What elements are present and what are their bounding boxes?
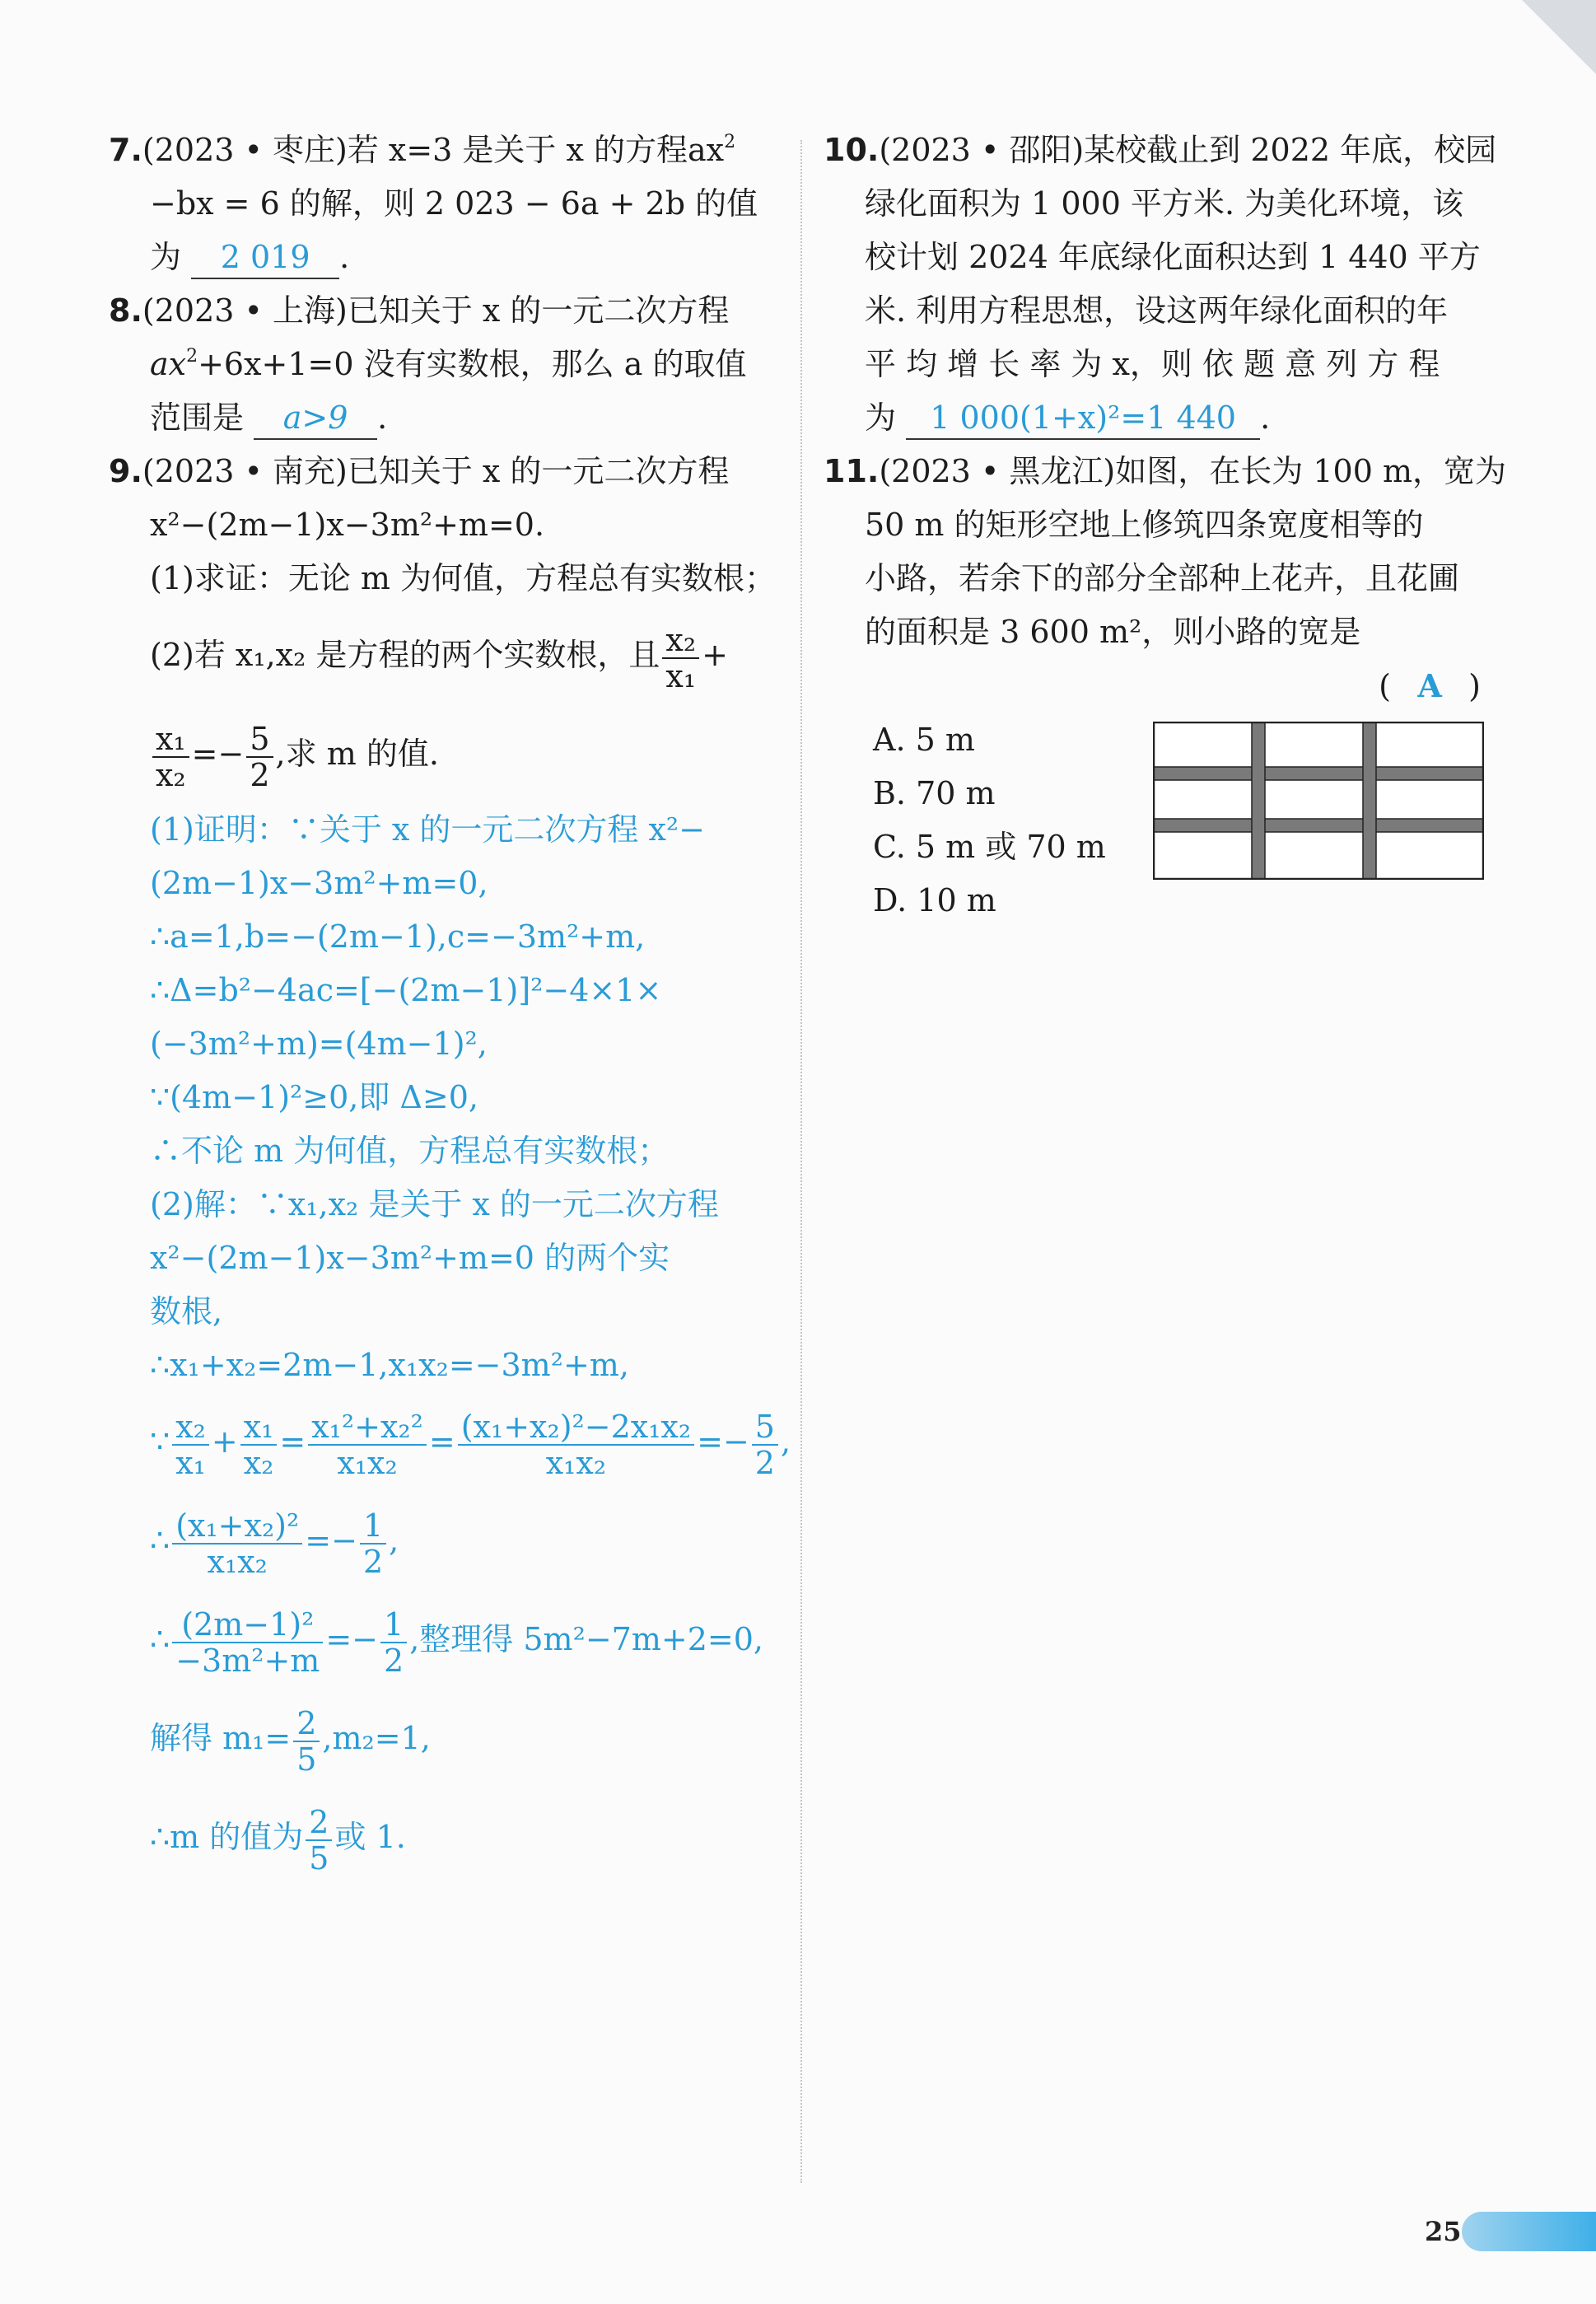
solution-line: ∴a=1,b=−(2m−1),c=−3m²+m, — [150, 918, 646, 955]
q11-answer: A — [1417, 667, 1442, 704]
horizontal-path-1 — [1154, 767, 1483, 780]
solution-line: ∴x₁+x₂=2m−1,x₁x₂=−3m²+m, — [150, 1347, 629, 1383]
solution-fraction — [172, 1508, 302, 1579]
q10-number: 10. — [824, 132, 880, 168]
q9-fraction-x2-x1 — [662, 623, 699, 694]
fraction-numerator: 5 — [752, 1409, 778, 1446]
solution-fraction — [172, 1607, 323, 1678]
question-7 — [109, 124, 776, 284]
q8-period: . — [377, 400, 388, 436]
q9-line-1 — [109, 445, 776, 498]
q8-superscript: 2 — [186, 346, 198, 367]
paren-close: ) — [1468, 668, 1481, 704]
solution-line: (−3m²+m)=(4m−1)², — [150, 1026, 488, 1062]
fraction-numerator: x₁ — [240, 1409, 278, 1446]
fraction-numerator: (x₁+x₂)² — [172, 1508, 302, 1545]
solution-fraction — [458, 1409, 694, 1480]
page-corner-fold — [1522, 0, 1596, 74]
fraction-denominator: x₁ — [175, 1444, 206, 1481]
q11-line-4: 的面积是 3 600 m²，则小路的宽是 — [865, 614, 1361, 650]
q10-text-6: 为 — [865, 400, 897, 436]
fraction-numerator: x₂ — [172, 1409, 209, 1446]
q7-text-3: 为 — [150, 239, 182, 275]
q10-line-2: 绿化面积为 1 000 平方米. 为美化环境，该 — [865, 185, 1464, 222]
fraction-denominator: 5 — [309, 1839, 329, 1876]
q11-number: 11. — [824, 453, 880, 489]
solution-line-roots — [109, 1689, 776, 1788]
question-10 — [824, 124, 1497, 445]
comma: , — [780, 1423, 791, 1460]
vertical-path-2 — [1363, 722, 1376, 879]
fraction-numerator: 1 — [360, 1508, 386, 1545]
q9-fraction-5-2 — [246, 722, 273, 792]
fraction-denominator: 2 — [754, 1444, 775, 1481]
q8-line-1 — [109, 284, 776, 338]
question-11 — [824, 445, 1506, 928]
q7-line-3 — [109, 231, 776, 284]
solution-line: 数根, — [150, 1293, 223, 1330]
equals-minus: =− — [697, 1423, 749, 1460]
q8-number: 8. — [109, 292, 142, 329]
rectangle-paths-figure — [1153, 722, 1484, 880]
solution-line: ∴Δ=b²−4ac=[−(2m−1)]²−4×1× — [150, 972, 662, 1008]
solution-line-fractions-3 — [109, 1590, 776, 1689]
field-outline — [1154, 722, 1483, 879]
left-column — [109, 124, 791, 1886]
equals-minus: =− — [305, 1522, 357, 1559]
option-c: C. 5 m 或 70 m — [873, 829, 1106, 865]
q10-text-1: (2023 • 邵阳)某校截止到 2022 年底，校园 — [879, 132, 1497, 168]
equals-sign: = — [428, 1423, 455, 1460]
q9-part-2-cont — [109, 704, 776, 803]
fraction-denominator: x₂ — [156, 756, 186, 793]
fraction-denominator: x₁x₂ — [545, 1444, 607, 1481]
fraction-numerator: x₁²+x₂² — [308, 1409, 427, 1446]
right-column — [824, 124, 1506, 928]
q7-period: . — [339, 239, 350, 275]
paren-open: ( — [1379, 668, 1391, 704]
q9-number: 9. — [109, 453, 142, 489]
q8-text-1: (2023 • 上海)已知关于 x 的一元二次方程 — [142, 292, 730, 329]
q7-superscript: 2 — [724, 132, 736, 152]
column-divider — [800, 140, 802, 2183]
equals-minus: =− — [191, 736, 245, 772]
q7-line-2: −bx = 6 的解，则 2 023 − 6a + 2b 的值 — [150, 185, 758, 222]
fraction-numerator: x₁ — [152, 722, 189, 758]
fraction-denominator: 2 — [362, 1543, 384, 1580]
q7-answer-blank: 2 019 — [191, 236, 339, 279]
q9-text-1: (2023 • 南充)已知关于 x 的一元二次方程 — [142, 453, 730, 489]
page-number: 25 — [1425, 2216, 1462, 2247]
q9-solution — [109, 803, 791, 1886]
solution-line: (2m−1)x−3m²+m=0, — [150, 865, 488, 901]
solution-fraction — [308, 1409, 427, 1480]
solution-text: 或 1. — [334, 1819, 406, 1855]
solution-line-final — [109, 1788, 776, 1886]
fraction-denominator: x₁x₂ — [337, 1444, 398, 1481]
fraction-numerator: 2 — [293, 1706, 320, 1742]
q8-text-2b: +6x+1=0 没有实数根，那么 a 的取值 — [198, 346, 747, 382]
q11-answer-bracket — [824, 659, 1489, 713]
q10-line-6 — [824, 391, 1489, 445]
solution-fraction — [380, 1607, 407, 1678]
q10-answer-blank: 1 000(1+x)²=1 440 — [906, 397, 1260, 440]
question-9 — [109, 445, 791, 1886]
solution-line: (1)证明：∵关于 x 的一元二次方程 x²− — [150, 811, 706, 848]
plus-sign: + — [211, 1423, 238, 1460]
q11-choices — [824, 713, 1489, 928]
solution-fraction — [240, 1409, 278, 1480]
q9-part-2 — [109, 605, 776, 704]
equals-sign: = — [279, 1423, 306, 1460]
page-number-bar — [1462, 2212, 1596, 2251]
solution-fraction — [293, 1706, 320, 1777]
q11-line-1 — [824, 445, 1506, 498]
q7-line-1 — [109, 124, 776, 177]
comma: , — [389, 1522, 399, 1559]
solution-text: ,整理得 5m²−7m+2=0, — [409, 1621, 763, 1657]
solution-line-fractions-2 — [109, 1491, 776, 1590]
fraction-denominator: 2 — [250, 756, 270, 793]
q7-number: 7. — [109, 132, 142, 168]
q11-line-2: 50 m 的矩形空地上修筑四条宽度相等的 — [865, 507, 1424, 543]
fraction-denominator: x₂ — [243, 1444, 274, 1481]
solution-line: x²−(2m−1)x−3m²+m=0 的两个实 — [150, 1240, 670, 1276]
q9-equation: x²−(2m−1)x−3m²+m=0. — [150, 507, 545, 543]
fraction-numerator: 5 — [246, 722, 273, 758]
q10-line-4: 米. 利用方程思想，设这两年绿化面积的年 — [865, 292, 1449, 329]
solution-text: 解得 m₁= — [150, 1720, 292, 1756]
q9-fraction-x1-x2 — [152, 722, 189, 792]
solution-line: ∴不论 m 为何值，方程总有实数根； — [150, 1133, 670, 1169]
because-symbol: ∵ — [150, 1423, 170, 1460]
q7-text-1: (2023 • 枣庄)若 x=3 是关于 x 的方程ax — [142, 132, 725, 168]
equals-minus: =− — [325, 1621, 379, 1657]
solution-fraction — [752, 1409, 778, 1480]
solution-text: ∴m 的值为 — [150, 1819, 304, 1855]
horizontal-path-2 — [1154, 819, 1483, 832]
solution-line: (2)解：∵x₁,x₂ 是关于 x 的一元二次方程 — [150, 1186, 719, 1222]
plus-sign: + — [702, 637, 728, 673]
vertical-path-1 — [1252, 722, 1265, 879]
fraction-numerator: (2m−1)² — [172, 1607, 323, 1643]
therefore-symbol: ∴ — [150, 1522, 170, 1559]
q9-part-2-ask: ,求 m 的值. — [275, 736, 439, 772]
fraction-denominator: −3m²+m — [175, 1642, 320, 1679]
option-b: B. 70 m — [873, 775, 996, 811]
q9-part-2-text: (2)若 x₁,x₂ 是方程的两个实数根，且 — [150, 637, 660, 673]
q8-text-3: 范围是 — [150, 400, 245, 436]
q10-line-3: 校计划 2024 年底绿化面积达到 1 440 平方 — [865, 239, 1481, 275]
fraction-denominator: 5 — [296, 1741, 317, 1778]
solution-text: ,m₂=1, — [322, 1720, 431, 1756]
q11-line-3: 小路，若余下的部分全部种上花卉，且花圃 — [865, 560, 1460, 596]
q10-line-5: 平 均 增 长 率 为 x，则 依 题 意 列 方 程 — [865, 346, 1440, 382]
option-d: D. 10 m — [873, 882, 996, 918]
q10-period: . — [1260, 400, 1271, 436]
solution-fraction — [306, 1805, 332, 1876]
q8-answer-blank: a>9 — [254, 397, 377, 440]
fraction-denominator: x₁ — [665, 657, 697, 694]
solution-fraction — [360, 1508, 386, 1579]
solution-fraction — [172, 1409, 209, 1480]
solution-line-fractions-1 — [109, 1392, 791, 1491]
q8-line-2 — [109, 338, 776, 391]
q10-line-1 — [824, 124, 1497, 177]
fraction-numerator: (x₁+x₂)²−2x₁x₂ — [458, 1409, 694, 1446]
fraction-numerator: x₂ — [662, 623, 699, 659]
q11-text-1: (2023 • 黑龙江)如图，在长为 100 m，宽为 — [879, 453, 1506, 489]
q9-part-1: (1)求证：无论 m 为何值，方程总有实数根； — [150, 560, 777, 596]
solution-line: ∵(4m−1)²≥0,即 Δ≥0, — [150, 1079, 479, 1115]
q8-line-3 — [109, 391, 776, 445]
q8-text-2a: ax — [150, 346, 187, 382]
fraction-numerator: 1 — [380, 1607, 407, 1643]
fraction-denominator: 2 — [384, 1642, 404, 1679]
question-8 — [109, 284, 776, 445]
fraction-denominator: x₁x₂ — [207, 1543, 268, 1580]
fraction-numerator: 2 — [306, 1805, 332, 1841]
therefore-symbol: ∴ — [150, 1621, 170, 1657]
option-a: A. 5 m — [873, 722, 975, 758]
